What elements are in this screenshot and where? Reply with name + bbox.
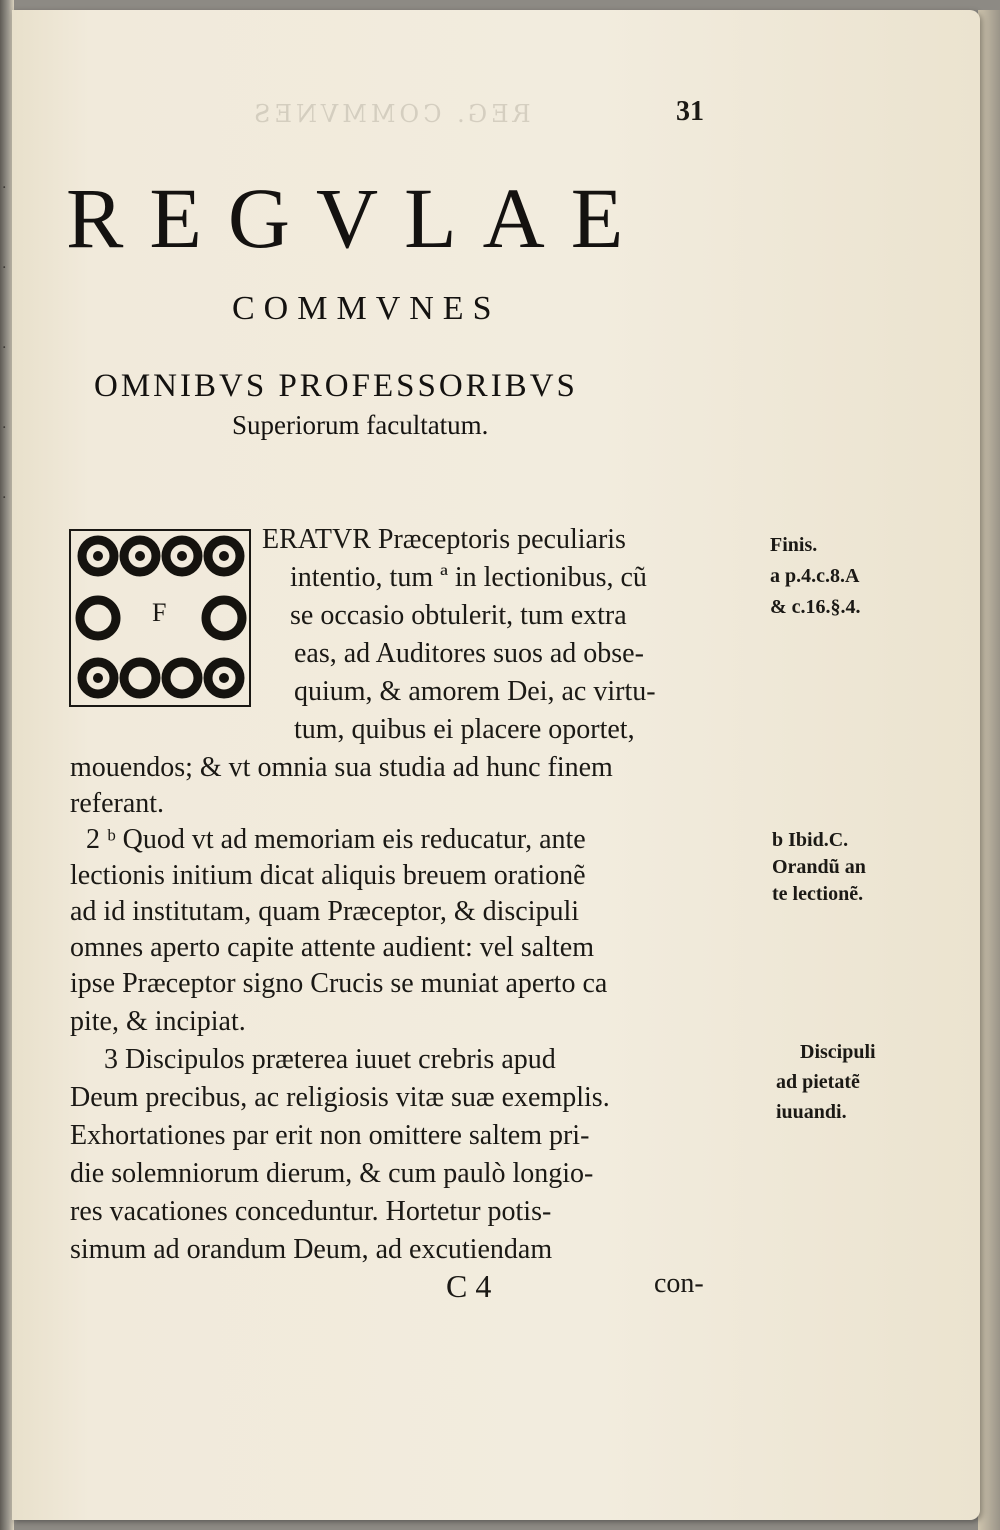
body-line: referant.: [70, 788, 165, 819]
margin-note-line: a p.4.c.8.A: [770, 565, 860, 587]
body-line: res vacationes conceduntur. Hortetur potis-: [70, 1196, 552, 1227]
body-line: 2 ᵇ Quod vt ad memoriam eis reducatur, ante: [86, 824, 586, 855]
body-line: Exhortationes par erit non omittere saltem pri-: [70, 1120, 590, 1151]
spine-mark: ·: [2, 340, 7, 356]
page-number: 31: [676, 96, 704, 127]
page-stack-edge: [978, 10, 1000, 1530]
margin-note-line: te lectionẽ.: [772, 883, 864, 905]
spine-mark: ·: [2, 260, 7, 276]
margin-note-line: iuuandi.: [776, 1101, 847, 1123]
body-line: tum, quibus ei placere oportet,: [294, 714, 635, 745]
margin-note-line: Discipuli: [800, 1041, 876, 1063]
margin-note-line: b Ibid.C.: [772, 829, 849, 851]
signature-mark: C 4: [446, 1268, 492, 1304]
addressee-heading: OMNIBVS PROFESSORIBVS: [94, 368, 578, 404]
margin-note-line: ad pietatẽ: [776, 1071, 860, 1093]
page-subtitle: COMMVNES: [232, 290, 501, 327]
spine-mark: ·: [2, 490, 7, 506]
body-line: ipse Præceptor signo Crucis se muniat aperto ca: [70, 968, 608, 999]
bleed-through-running-head: REG. COMMVNES: [250, 100, 531, 128]
page-title: REGVLAE: [66, 170, 650, 266]
body-line: quium, & amorem Dei, ac virtu-: [294, 676, 656, 707]
body-line: die solemniorum dierum, & cum paulò longio-: [70, 1158, 594, 1189]
dropcap-letter: F: [152, 598, 167, 627]
spine-mark: ·: [2, 180, 7, 196]
body-line: ad id institutam, quam Præceptor, & discipuli: [70, 896, 580, 927]
body-line: eas, ad Auditores suos ad obse-: [294, 638, 644, 669]
body-line: Deum precibus, ac religiosis vitæ suæ exemplis.: [70, 1082, 610, 1113]
faculty-heading: Superiorum facultatum.: [232, 410, 489, 440]
body-line: omnes aperto capite attente audient: vel saltem: [70, 932, 595, 963]
body-line: intentio, tum ª in lectionibus, cũ: [290, 562, 647, 593]
spine-mark: ·: [2, 420, 7, 436]
margin-note-line: & c.16.§.4.: [770, 596, 861, 618]
body-line: mouendos; & vt omnia sua studia ad hunc finem: [70, 752, 613, 783]
body-line: ERATVR Præceptoris peculiaris: [262, 524, 626, 555]
body-line: se occasio obtulerit, tum extra: [290, 600, 627, 631]
margin-note-line: Finis.: [770, 534, 818, 556]
margin-note-line: Orandũ an: [772, 856, 866, 878]
catchword: con-: [654, 1268, 704, 1299]
body-line: simum ad orandum Deum, ad excutiendam: [70, 1234, 553, 1265]
body-line: lectionis initium dicat aliquis breuem orationẽ: [70, 860, 586, 891]
body-line: 3 Discipulos præterea iuuet crebris apud: [104, 1044, 556, 1075]
body-line: pite, & incipiat.: [70, 1006, 246, 1037]
